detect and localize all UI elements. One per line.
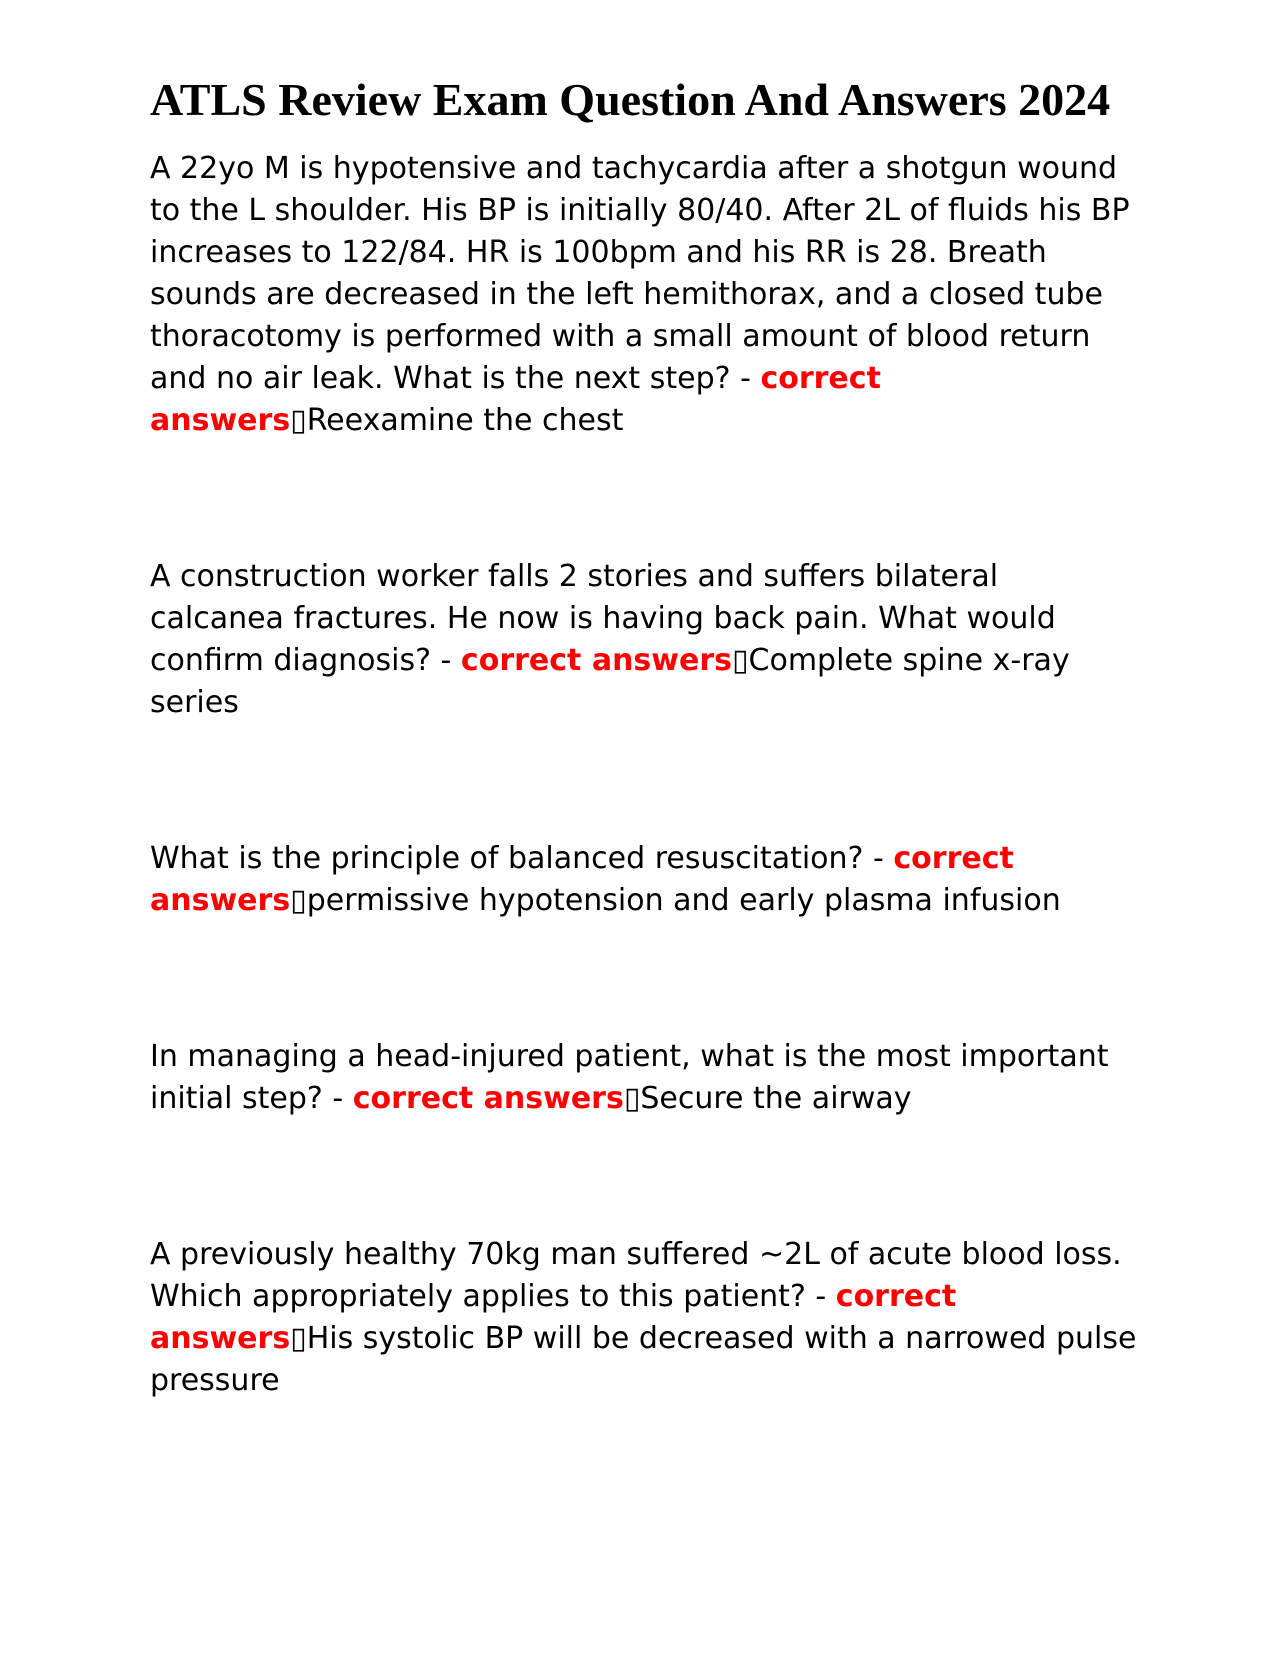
document-page — [150, 72, 1140, 1516]
document-title: ATLS Review Exam Question And Answers 2024 — [150, 74, 1111, 125]
question-text: A previously healthy 70kg man suffered ~2L of acute blood loss. Which appropriately applies to this patient? — [150, 1237, 1122, 1314]
question-text: A 22yo M is hypotensive and tachycardia after a shotgun wound to the L shoulder. His BP is initially 80/40. After 2L of fluids his BP increases to 122/84. HR is 100bpm and his RR is 28. Breath sounds are decreased in the left hemithorax, and a closed tube thoracotomy is performed with a small amount of blood return and no air leak. What is the next step? — [150, 151, 1130, 396]
answer-text: Complete spine x-ray series — [150, 643, 1070, 720]
separator: - — [322, 1081, 353, 1116]
correct-answers-label: correct answers — [460, 643, 732, 678]
qa-item — [150, 1234, 1140, 1402]
answer-marker: ▯ — [732, 643, 749, 678]
qa-item — [150, 1036, 1140, 1120]
answer-marker: ▯ — [290, 403, 307, 438]
separator: - — [431, 643, 461, 678]
correct-answers-label: correct answers — [352, 1081, 624, 1116]
answer-marker: ▯ — [623, 1081, 641, 1116]
question-text: A construction worker falls 2 stories and suffers bilateral calcanea fractures. He now is having back pain. What would confirm diagnosis? — [150, 559, 1056, 678]
correct-answers-label: correct answers — [150, 1279, 957, 1356]
separator: - — [730, 361, 761, 396]
answer-text: permissive hypotension and early plasma infusion — [306, 883, 1061, 918]
qa-item — [150, 148, 1140, 442]
qa-item — [150, 556, 1140, 724]
answer-text: Secure the airway — [640, 1081, 912, 1116]
answer-marker: ▯ — [290, 883, 307, 918]
answer-text: Reexamine the chest — [306, 403, 624, 438]
correct-answers-label: correct answers — [150, 841, 1014, 918]
question-text: In managing a head-injured patient, what is the most important initial step? — [150, 1039, 1109, 1116]
separator: - — [805, 1279, 836, 1314]
correct-answers-label: correct answers — [150, 361, 881, 438]
question-text: What is the principle of balanced resuscitation? — [150, 841, 864, 876]
separator: - — [863, 841, 894, 876]
answer-text: His systolic BP will be decreased with a narrowed pulse pressure — [150, 1321, 1137, 1398]
answer-marker: ▯ — [290, 1321, 307, 1356]
qa-item — [150, 838, 1140, 922]
